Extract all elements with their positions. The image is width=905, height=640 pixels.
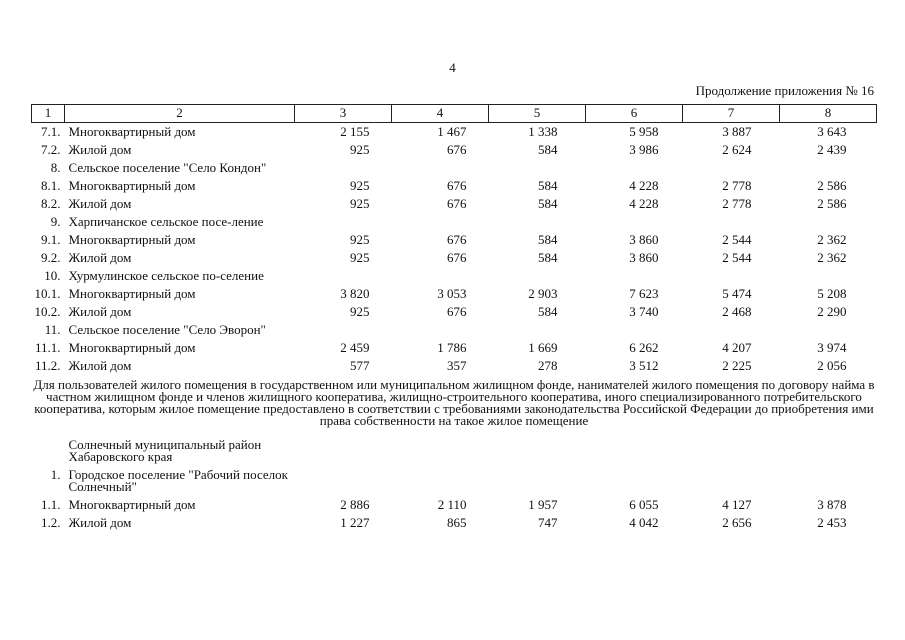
value-cell: 2 362 bbox=[817, 250, 847, 265]
row-name: Жилой дом bbox=[68, 250, 132, 265]
row-number: 7.1. bbox=[41, 124, 61, 139]
header-row bbox=[32, 105, 877, 123]
value-cell: 2 056 bbox=[817, 358, 847, 373]
value-cell: 676 bbox=[447, 232, 467, 247]
value-cell: 278 bbox=[538, 358, 558, 373]
section-number: 9. bbox=[50, 214, 61, 229]
value-cell: 4 207 bbox=[722, 340, 752, 355]
value-cell: 2 656 bbox=[722, 515, 752, 530]
section-number: 8. bbox=[50, 160, 61, 175]
table-row bbox=[32, 249, 877, 267]
value-cell: 584 bbox=[538, 142, 558, 157]
value-cell: 1 338 bbox=[528, 124, 558, 139]
value-cell: 3 643 bbox=[817, 124, 847, 139]
value-cell: 3 860 bbox=[629, 250, 659, 265]
value-cell: 925 bbox=[350, 196, 370, 211]
table-row bbox=[32, 496, 877, 514]
row-name: Многоквартирный дом bbox=[68, 497, 196, 512]
table-row bbox=[32, 285, 877, 303]
value-cell: 2 110 bbox=[437, 497, 467, 512]
row-number: 9.1. bbox=[41, 232, 61, 247]
header-cell: 2 bbox=[65, 105, 295, 123]
table-row bbox=[32, 303, 877, 321]
value-cell: 2 362 bbox=[817, 232, 847, 247]
value-cell: 1 227 bbox=[340, 515, 370, 530]
value-cell: 1 467 bbox=[437, 124, 467, 139]
empty-cell bbox=[295, 466, 877, 496]
value-cell: 676 bbox=[447, 142, 467, 157]
value-cell: 676 bbox=[447, 304, 467, 319]
value-cell: 925 bbox=[350, 178, 370, 193]
value-cell: 6 262 bbox=[629, 340, 659, 355]
header-cell: 5 bbox=[489, 105, 586, 123]
value-cell: 4 228 bbox=[629, 196, 659, 211]
table-row bbox=[32, 514, 877, 532]
table-row bbox=[32, 177, 877, 195]
header-cell: 6 bbox=[586, 105, 683, 123]
table-row bbox=[32, 195, 877, 213]
value-cell: 3 820 bbox=[340, 286, 370, 301]
value-cell: 3 878 bbox=[817, 497, 847, 512]
section-note: Для пользователей жилого помещения в государственном или муниципальном жилищном фонде, нанимателей жилого помещения по договору найма в частном жилищном фонде и членов жилищного кооператива, жилищно-строительного кооператива, иного специализированного потребительского кооператива, которым жилое помещение предоставлено в соответствии с требованиями законодательства Российской Федерации до приобретения ими права собственности на такое жилое помещение bbox=[33, 377, 875, 428]
value-cell: 2 586 bbox=[817, 178, 847, 193]
section-number: 11. bbox=[44, 322, 61, 337]
value-cell: 925 bbox=[350, 304, 370, 319]
row-number: 1.1. bbox=[41, 497, 61, 512]
value-cell: 5 474 bbox=[722, 286, 752, 301]
row-name: Жилой дом bbox=[68, 515, 132, 530]
empty-cell bbox=[295, 213, 877, 231]
section-row bbox=[32, 213, 877, 231]
value-cell: 4 042 bbox=[629, 515, 659, 530]
value-cell: 4 228 bbox=[629, 178, 659, 193]
value-cell: 2 453 bbox=[817, 515, 847, 530]
value-cell: 2 886 bbox=[340, 497, 370, 512]
value-cell: 584 bbox=[538, 196, 558, 211]
table-row bbox=[32, 141, 877, 159]
value-cell: 7 623 bbox=[629, 286, 659, 301]
row-name: Многоквартирный дом bbox=[68, 178, 196, 193]
section-row bbox=[32, 159, 877, 177]
value-cell: 3 053 bbox=[437, 286, 467, 301]
value-cell: 3 887 bbox=[722, 124, 752, 139]
value-cell: 3 740 bbox=[629, 304, 659, 319]
value-cell: 2 586 bbox=[817, 196, 847, 211]
section-number: 1. bbox=[50, 467, 61, 482]
row-name: Многоквартирный дом bbox=[68, 232, 196, 247]
row-name: Жилой дом bbox=[68, 142, 132, 157]
section-number bbox=[32, 436, 65, 466]
value-cell: 584 bbox=[538, 304, 558, 319]
row-number: 8.2. bbox=[41, 196, 61, 211]
row-name: Жилой дом bbox=[68, 196, 132, 211]
value-cell: 2 468 bbox=[722, 304, 752, 319]
row-number: 1.2. bbox=[41, 515, 61, 530]
value-cell: 5 208 bbox=[817, 286, 847, 301]
value-cell: 925 bbox=[350, 250, 370, 265]
value-cell: 676 bbox=[447, 196, 467, 211]
section-name: Сельское поселение "Село Кондон" bbox=[68, 160, 267, 175]
header-cell: 8 bbox=[780, 105, 877, 123]
header-cell: 4 bbox=[392, 105, 489, 123]
value-cell: 2 225 bbox=[722, 358, 752, 373]
value-cell: 2 778 bbox=[722, 178, 752, 193]
value-cell: 6 055 bbox=[629, 497, 659, 512]
section-name: Сельское поселение "Село Эворон" bbox=[68, 322, 266, 337]
row-number: 9.2. bbox=[41, 250, 61, 265]
table-row bbox=[32, 357, 877, 375]
row-name: Многоквартирный дом bbox=[68, 286, 196, 301]
table-row bbox=[32, 339, 877, 357]
value-cell: 2 290 bbox=[817, 304, 847, 319]
continuation-label: Продолжение приложения № 16 bbox=[695, 83, 874, 98]
value-cell: 2 624 bbox=[722, 142, 752, 157]
row-number: 7.2. bbox=[41, 142, 61, 157]
row-name: Многоквартирный дом bbox=[68, 340, 196, 355]
value-cell: 3 512 bbox=[629, 358, 659, 373]
section-number: 10. bbox=[44, 268, 61, 283]
value-cell: 1 957 bbox=[528, 497, 558, 512]
row-name: Жилой дом bbox=[68, 304, 132, 319]
section-row bbox=[32, 321, 877, 339]
table-row bbox=[32, 123, 877, 142]
section-row bbox=[32, 267, 877, 285]
value-cell: 925 bbox=[350, 232, 370, 247]
empty-cell bbox=[295, 267, 877, 285]
section-name: Солнечный муниципальный район Хабаровского края bbox=[68, 437, 262, 464]
value-cell: 584 bbox=[538, 232, 558, 247]
value-cell: 1 669 bbox=[528, 340, 558, 355]
value-cell: 2 439 bbox=[817, 142, 847, 157]
table-body bbox=[32, 105, 877, 533]
row-number: 8.1. bbox=[41, 178, 61, 193]
section-name: Городское поселение "Рабочий поселок Солнечный" bbox=[68, 467, 288, 494]
page-number: 4 bbox=[449, 60, 456, 75]
section-row bbox=[32, 436, 877, 466]
header-cell: 3 bbox=[295, 105, 392, 123]
empty-cell bbox=[295, 321, 877, 339]
row-number: 10.2. bbox=[34, 304, 61, 319]
value-cell: 2 544 bbox=[722, 250, 752, 265]
tariff-table bbox=[31, 104, 877, 532]
empty-cell bbox=[295, 159, 877, 177]
row-number: 11.1. bbox=[34, 340, 61, 355]
value-cell: 5 958 bbox=[629, 124, 659, 139]
value-cell: 2 544 bbox=[722, 232, 752, 247]
value-cell: 2 459 bbox=[340, 340, 370, 355]
section-name: Хурмулинское сельское по-селение bbox=[68, 268, 264, 283]
value-cell: 865 bbox=[447, 515, 467, 530]
value-cell: 2 155 bbox=[340, 124, 370, 139]
value-cell: 925 bbox=[350, 142, 370, 157]
section-row bbox=[32, 466, 877, 496]
value-cell: 1 786 bbox=[437, 340, 467, 355]
row-name: Многоквартирный дом bbox=[68, 124, 196, 139]
row-name: Жилой дом bbox=[68, 358, 132, 373]
value-cell: 3 974 bbox=[817, 340, 847, 355]
table-row bbox=[32, 231, 877, 249]
value-cell: 4 127 bbox=[722, 497, 752, 512]
row-number: 10.1. bbox=[34, 286, 61, 301]
value-cell: 584 bbox=[538, 178, 558, 193]
value-cell: 3 860 bbox=[629, 232, 659, 247]
value-cell: 3 986 bbox=[629, 142, 659, 157]
header-cell: 7 bbox=[683, 105, 780, 123]
value-cell: 2 778 bbox=[722, 196, 752, 211]
row-number: 11.2. bbox=[34, 358, 61, 373]
value-cell: 747 bbox=[538, 515, 558, 530]
value-cell: 584 bbox=[538, 250, 558, 265]
header-cell: 1 bbox=[32, 105, 65, 123]
value-cell: 676 bbox=[447, 178, 467, 193]
empty-cell bbox=[295, 436, 877, 466]
section-name: Харпичанское сельское посе-ление bbox=[68, 214, 264, 229]
value-cell: 676 bbox=[447, 250, 467, 265]
note-row bbox=[32, 375, 877, 436]
value-cell: 577 bbox=[350, 358, 370, 373]
value-cell: 2 903 bbox=[528, 286, 558, 301]
value-cell: 357 bbox=[447, 358, 467, 373]
